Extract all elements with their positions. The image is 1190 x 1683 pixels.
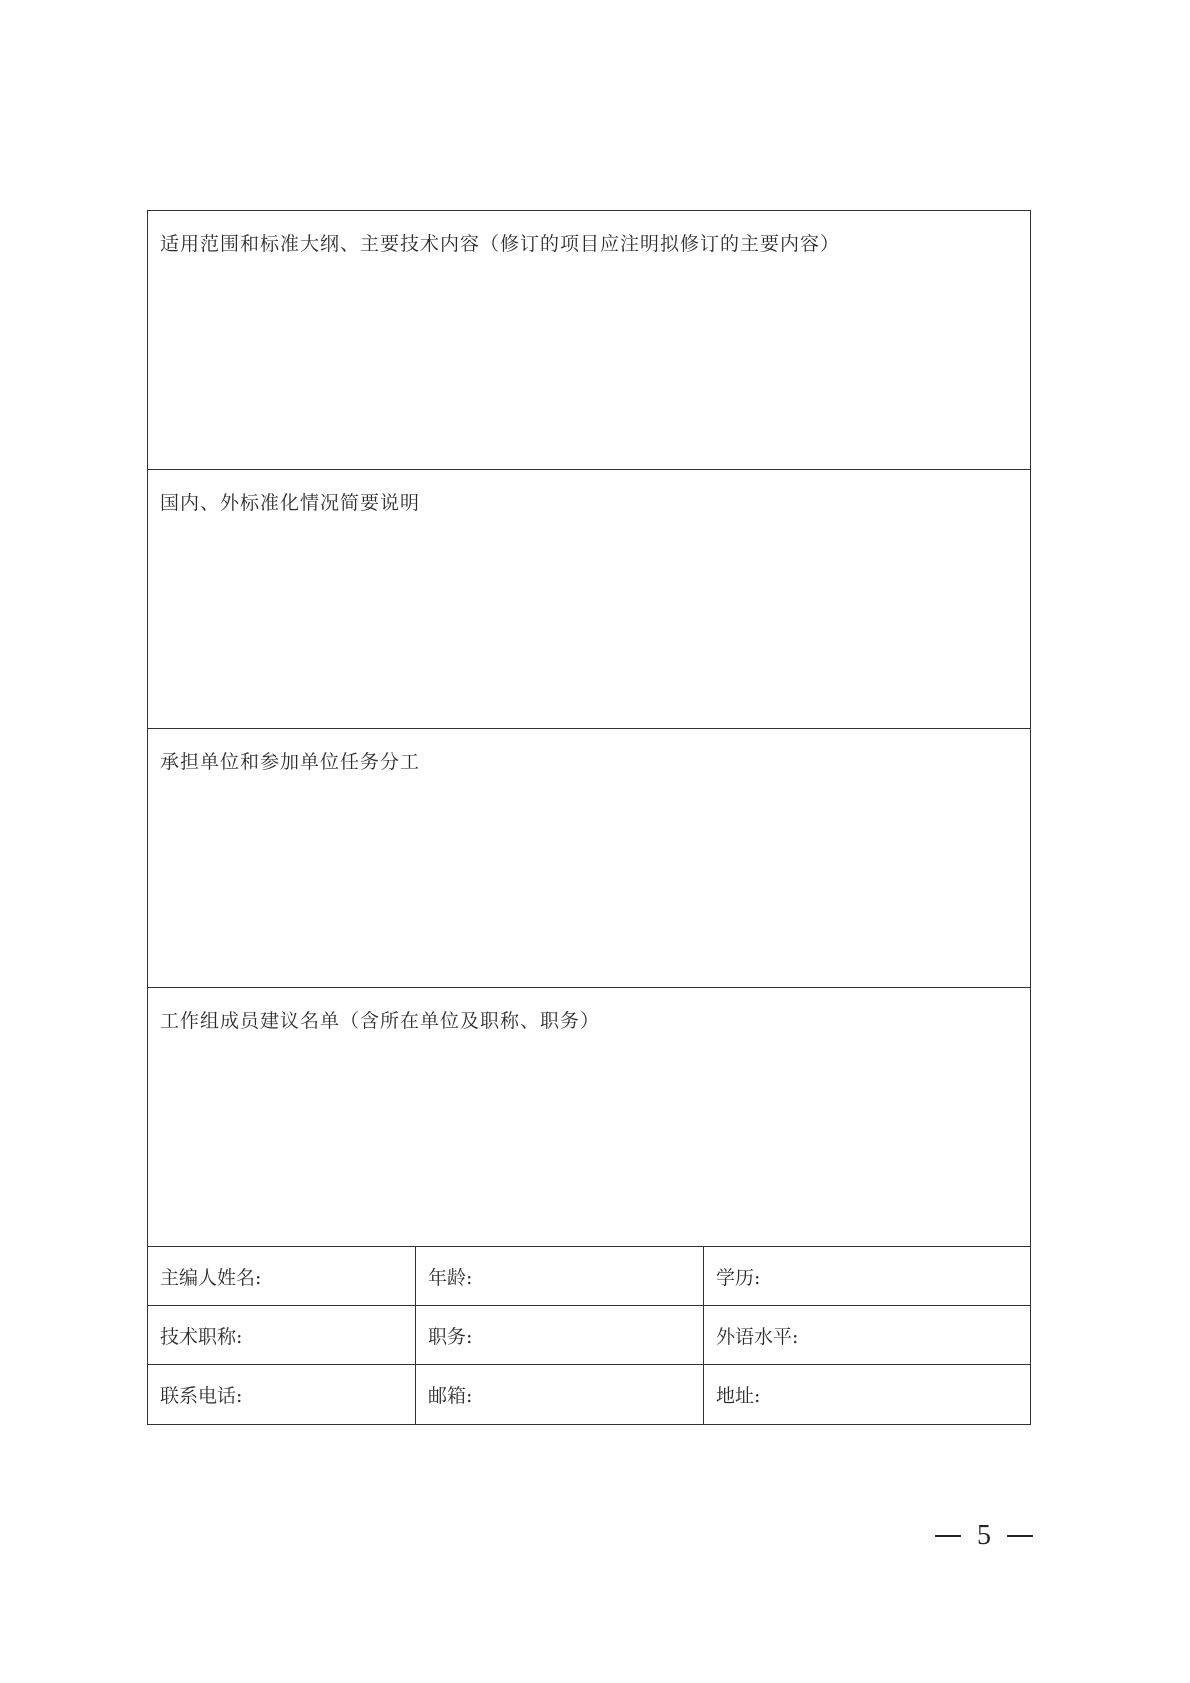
address-field[interactable] — [704, 1365, 1030, 1424]
section-working-group-members[interactable] — [148, 988, 1030, 1247]
field-label: 联系电话: — [160, 1385, 243, 1407]
field-label: 学历: — [716, 1266, 761, 1289]
field-label: 主编人姓名: — [160, 1266, 262, 1289]
field-label: 职务: — [428, 1325, 473, 1348]
age-field[interactable] — [416, 1247, 704, 1305]
section-label: 工作组成员建议名单（含所在单位及职称、职务） — [160, 1010, 601, 1032]
field-label: 邮箱: — [428, 1385, 473, 1407]
field-label: 年龄: — [428, 1266, 473, 1289]
dash-left — [935, 1535, 961, 1537]
info-row — [148, 1306, 1030, 1365]
technical-title-field[interactable] — [148, 1306, 416, 1364]
section-standardization-status[interactable] — [148, 470, 1030, 729]
position-field[interactable] — [416, 1306, 704, 1364]
email-field[interactable] — [416, 1365, 704, 1424]
section-label: 适用范围和标准大纲、主要技术内容（修订的项目应注明拟修订的主要内容） — [160, 233, 841, 255]
foreign-language-field[interactable] — [704, 1306, 1030, 1364]
page-number — [935, 1520, 1033, 1552]
info-row — [148, 1247, 1030, 1306]
info-row — [148, 1365, 1030, 1424]
page-number-value: 5 — [977, 1520, 991, 1551]
section-label: 承担单位和参加单位任务分工 — [160, 751, 421, 773]
section-task-division[interactable] — [148, 729, 1030, 988]
dash-right — [1007, 1535, 1033, 1537]
application-form-table — [147, 210, 1031, 1425]
section-label: 国内、外标准化情况简要说明 — [160, 492, 421, 514]
section-scope-outline[interactable] — [148, 211, 1030, 470]
chief-editor-name-field[interactable] — [148, 1247, 416, 1305]
phone-field[interactable] — [148, 1365, 416, 1424]
field-label: 地址: — [716, 1385, 761, 1407]
field-label: 技术职称: — [160, 1325, 243, 1348]
field-label: 外语水平: — [716, 1325, 799, 1348]
education-field[interactable] — [704, 1247, 1030, 1305]
